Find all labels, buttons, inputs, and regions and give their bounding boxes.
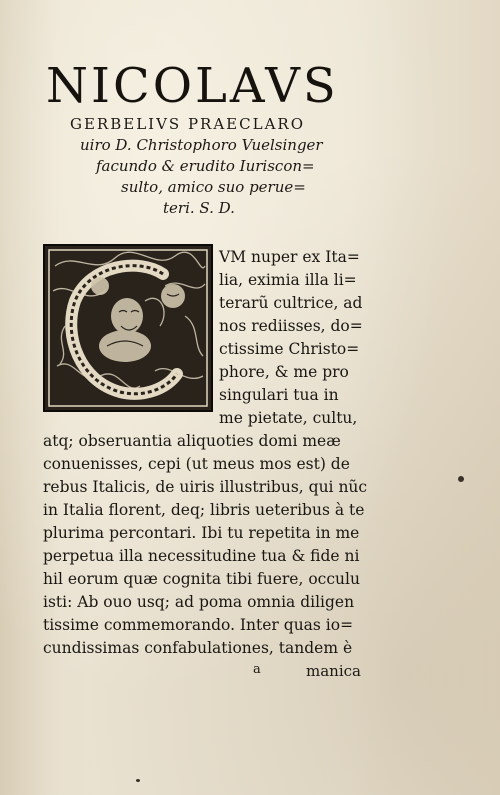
- address-line: sulto, amico suo perue=: [121, 178, 306, 196]
- text-line: rebus Italicis, de uiris illustribus, qui nũc: [43, 478, 368, 496]
- address-line: uiro D. Christophoro Vuelsinger: [80, 136, 323, 154]
- text-line: me pietate, cultu,: [219, 409, 358, 427]
- text-line: phore, & me pro: [219, 363, 349, 381]
- text-line: hil eorum quæ cognita tibi fuere, occulu: [43, 570, 360, 588]
- text-line: singulari tua in: [219, 386, 339, 404]
- text-line: isti: Ab ouo usq; ad poma omnia diligen: [43, 593, 355, 611]
- text-line: cundissimas confabulationes, tandem è: [43, 639, 353, 657]
- woodcut-initial-image: [45, 246, 211, 410]
- address-line: facundo & erudito Iuriscon=: [96, 157, 315, 175]
- text-line: in Italia florent, deq; libris ueteribus à te: [43, 501, 365, 519]
- decorated-initial: [43, 244, 213, 412]
- catchword: manica: [306, 662, 361, 680]
- text-line: atq; obseruantia aliquoties domi meæ: [43, 432, 341, 450]
- text-line: conuenisses, cepi (ut meus mos est) de: [43, 455, 350, 473]
- text-line: tissime commemorando. Inter quas io=: [43, 616, 354, 634]
- text-line: terarũ cultrice, ad: [219, 294, 363, 312]
- text-line: plurima percontari. Ibi tu repetita in me: [43, 524, 360, 542]
- author-heading: NICOLAVS: [46, 58, 339, 114]
- text-line: nos rediisses, do=: [219, 317, 363, 335]
- ink-spot: [136, 779, 140, 782]
- address-line: GERBELIVS PRAECLARO: [70, 115, 305, 133]
- text-line: ctissime Christo=: [219, 340, 360, 358]
- text-line: lia, eximia illa li=: [219, 271, 357, 289]
- address-line: teri. S. D.: [163, 199, 235, 217]
- text-line: perpetua illa necessitudine tua & fide ni: [43, 547, 360, 565]
- ink-spot: [458, 476, 464, 482]
- signature-mark: a: [253, 662, 261, 677]
- text-line: VM nuper ex Ita=: [219, 248, 360, 266]
